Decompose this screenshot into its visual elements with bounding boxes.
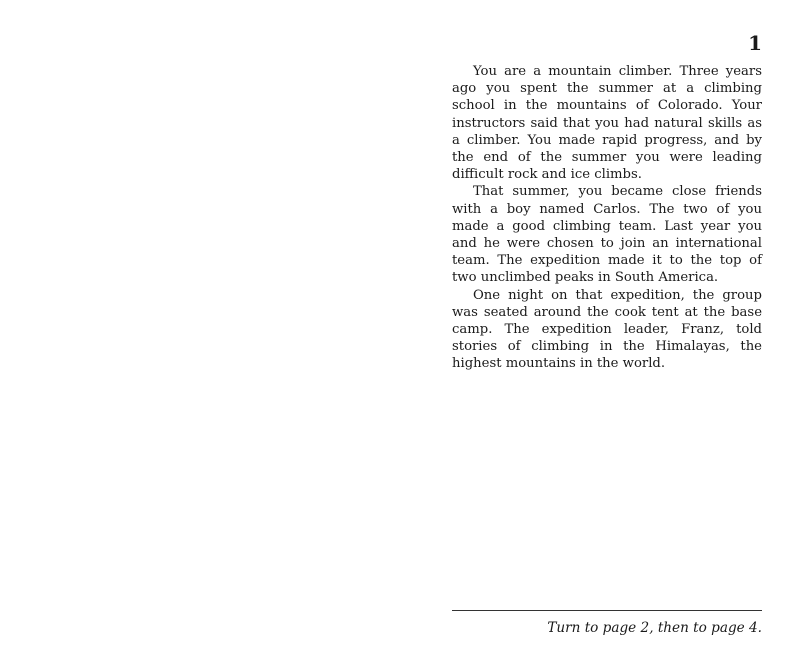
paragraph: That summer, you became close friends with a boy named Carlos. The two of you made a good climbing team. Last year you and he were chosen to join an international team. The expedition made it to the top of two unclimbed peaks in South America. [452, 184, 762, 286]
story-text [452, 63, 762, 373]
page-number: 1 [748, 31, 762, 55]
turn-to-page-instruction: Turn to page 2, then to page 4. [547, 620, 762, 636]
footer-divider [452, 610, 762, 611]
paragraph: You are a mountain climber. Three years ago you spent the summer at a climbing school in the mountains of Colorado. Your instructors said that you had natural skills as a climber. You made rapid progress, and by the end of the summer you were leading difficult rock and ice climbs. [452, 64, 762, 183]
paragraph: One night on that expedition, the group was seated around the cook tent at the base camp. The expedition leader, Franz, told stories of climbing in the Himalayas, the highest mountains in the world. [452, 287, 762, 372]
